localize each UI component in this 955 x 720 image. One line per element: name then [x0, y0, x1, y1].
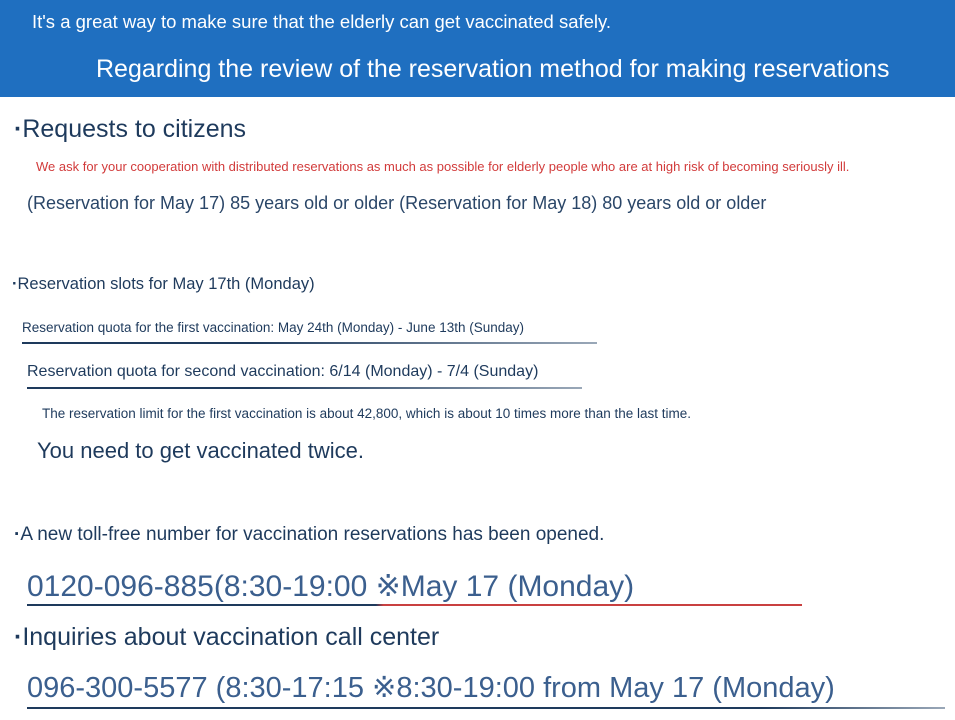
tollfree-heading-text: A new toll-free number for vaccination reservations has been opened.	[20, 524, 605, 545]
bullet: ·	[14, 115, 23, 143]
requests-heading	[14, 115, 246, 144]
call-center-phone-number: 096-300-5577 (8:30-17:15 ※8:30-19:00 from May 17 (Monday)	[27, 672, 835, 704]
header-subtitle: It's a great way to make sure that the elderly can get vaccinated safely.	[32, 11, 612, 32]
requests-note: We ask for your cooperation with distributed reservations as much as possible for elderly people who are at high risk of becoming seriously ill.	[36, 159, 850, 174]
bullet: ·	[14, 524, 21, 545]
underline	[27, 707, 945, 709]
header-title: Regarding the review of the reservation method for making reservations	[96, 55, 890, 83]
tollfree-heading	[14, 524, 604, 546]
underline	[22, 342, 597, 344]
twice-vaccination-note: You need to get vaccinated twice.	[37, 438, 364, 463]
second-vaccination-quota: Reservation quota for second vaccination: 6/14 (Monday) - 7/4 (Sunday)	[27, 363, 539, 380]
slots-heading	[12, 275, 315, 294]
reservation-limit-note: The reservation limit for the first vaccination is about 42,800, which is about 10 times more than the last time.	[42, 406, 692, 421]
underline	[27, 387, 582, 389]
inquiries-heading-text: Inquiries about vaccination call center	[22, 623, 440, 651]
slots-heading-text: Reservation slots for May 17th (Monday)	[17, 275, 315, 293]
header-banner	[0, 0, 955, 97]
bullet: ·	[14, 623, 23, 651]
age-eligibility-line: (Reservation for May 17) 85 years old or older (Reservation for May 18) 80 years old or older	[27, 193, 767, 213]
requests-heading-text: Requests to citizens	[22, 115, 247, 143]
underline	[27, 604, 802, 606]
bullet: ·	[12, 275, 18, 293]
inquiries-heading	[14, 623, 439, 652]
first-vaccination-quota: Reservation quota for the first vaccination: May 24th (Monday) - June 13th (Sunday)	[22, 320, 525, 335]
tollfree-phone-number: 0120-096-885(8:30-19:00 ※May 17 (Monday)	[27, 570, 635, 603]
